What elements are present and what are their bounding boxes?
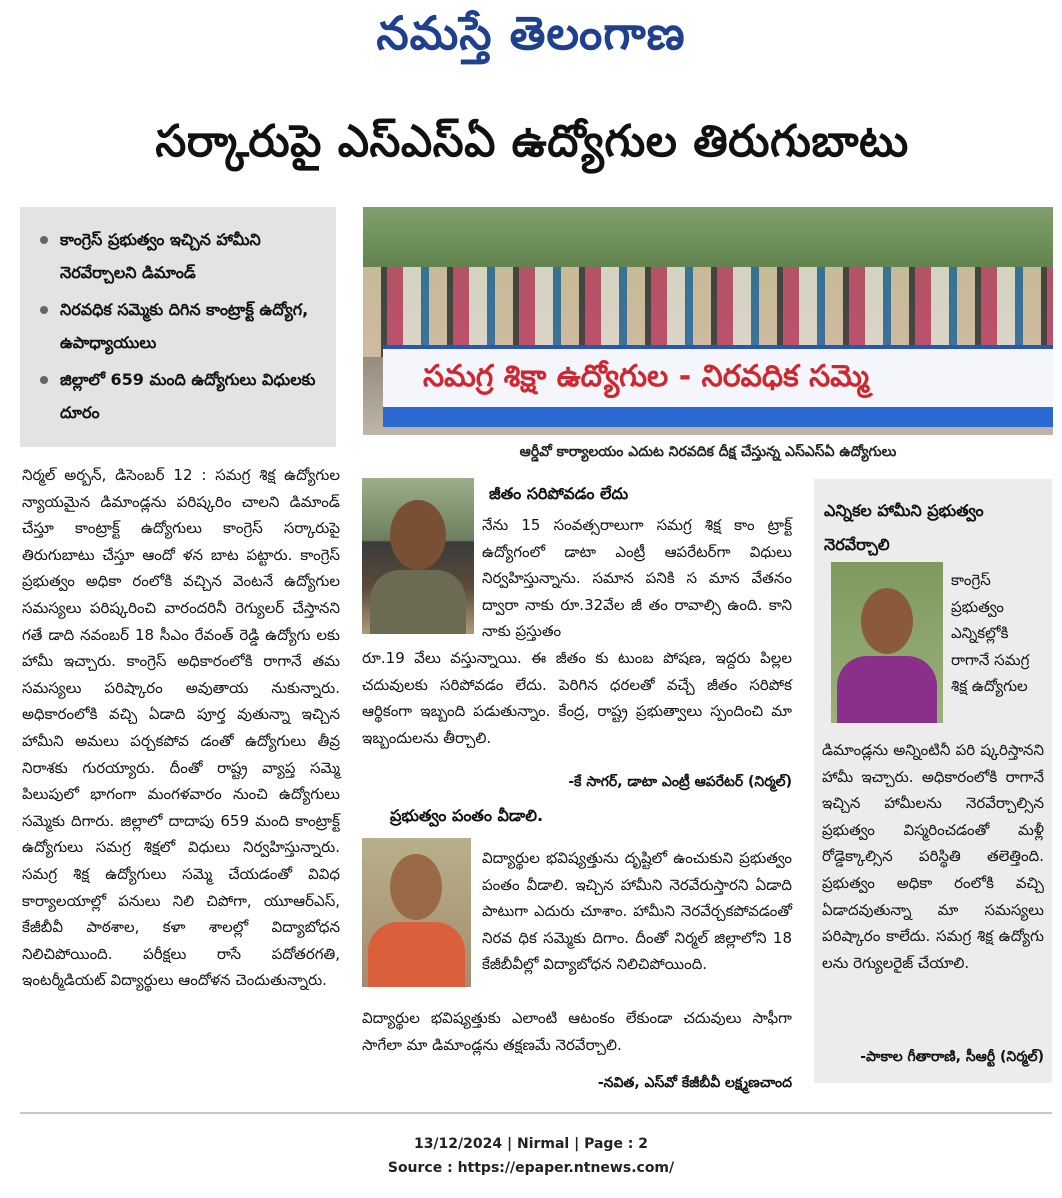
story1-body-wide: రూ.19 వేలు వస్తున్నాయి. ఈ జీతం కు టుంబ పోషణ, ఇద్దరు పిల్లల చదువులకు సరిపోవడం లేదు. పెరిగిన ధరలతో వచ్చే జీతం సరిపోక ఆర్థికంగా ఇబ్బంది పడుతున్నాం. కేంద్ర, రాష్ట్ర ప్రభుత్వాలు స్పందించి మా ఇబ్బందులను తీర్చాలి. [362, 649, 792, 747]
crowd-image [363, 267, 1053, 357]
bullet-icon [40, 376, 48, 384]
portrait-figure [368, 922, 465, 987]
sidebar-heading: ఎన్నికల హామీని ప్రభుత్వం నెరవేర్చాలి [824, 501, 984, 554]
portrait-face [390, 500, 446, 570]
protest-banner [383, 345, 1053, 427]
story2-body-wide: విద్యార్థుల భవిష్యత్తుకు ఎలాంటి ఆటంకం లేకుండా చదువులు సాఫీగా సాగేలా మా డిమాండ్లను తక్షణమే నెరవేర్చాలి. [362, 1009, 792, 1054]
portrait-figure [370, 570, 466, 634]
portrait-face [861, 588, 913, 654]
footer-divider [20, 1112, 1052, 1114]
main-article: నిర్మల్ అర్బన్, డిసెంబర్ 12 : సమగ్ర శిక్ష ఉద్యోగుల న్యాయమైన డిమాండ్లను పరిష్కరిం చాలని డిమాండ్ చేస్తూ కాంట్రాక్ట్ ఉద్యోగులు కాంగ్రెస్ సర్కారుపై తిరుగుబాటు చేస్తూ ఆందో ళన బాట పట్టారు. కాంగ్రెస్ ప్రభుత్వం అధికా రంలోకి వచ్చిన వెంటనే ఉద్యోగుల సమస్యలు పరిష్కరించి వారందరినీ రెగ్యులర్ చేస్తానని గతే డాది నవంబర్ 18 సీఎం రేవంత్ రెడ్డి ఉద్యోగు లకు హామీ ఇచ్చారు. కాంగ్రెస్ అధికారంలోకి రాగానే తమ సమస్యలు పరిష్కారం అవుతాయ నుకున్నారు. అధికారంలోకి వచ్చి ఏడాది పూర్త వుతున్నా ఇచ్చిన హామీని అమలు పర్చకపోవ డంతో ఉద్యోగులు తీవ్ర నిరాశకు గురయ్యారు. దీంతో రాష్ట్ర వ్యాప్త సమ్మె పిలుపులో భాగంగా మంగళవారం నుంచి ఉద్యోగులు సమ్మెకు దిగారు. జిల్లాలో దాదాపు 659 మంది కాంట్రాక్ట్ ఉద్యోగులు సమగ్ర శిక్షలో విధులు నిర్వహిస్తున్నారు. సమగ్ర శిక్ష ఉద్యోగులు సమ్మె చేయడంతో వివిధ కార్యాలయాల్లో పనులు నిలి చిపోగా, యూఆర్ఎస్, కేజీబీవీ పాఠశాల, కళా శాలల్లో విద్యాబోధన నిలిచిపోయింది. పరీక్షలు రాసే పదోతరగతి, ఇంటర్మీడియట్ విద్యార్థులు ఆందోళన చెందుతున్నారు. [22, 466, 340, 990]
footer-source: Source : https://epaper.ntnews.com/ [387, 1160, 675, 1176]
sidebar-signature: -పాకాల గీతారాణి, సీఆర్టీ (నిర్మల్) [860, 1049, 1044, 1065]
story1-body-narrow: నేను 15 సంవత్సరాలుగా సమగ్ర శిక్ష కాం ట్రాక్ట్ ఉద్యోగంలో డాటా ఎంట్రీ ఆపరేటర్‌గా విధులు నిర్వహిస్తున్నాను. సమాన పనికి స మాన వేతనం ద్వారా నాకు రూ.32వేల జీ తం రావాల్సి ఉంది. కాని నాకు ప్రస్తుతం [482, 516, 792, 641]
highlight-item: నిరవధిక సమ్మెకు దిగిన కాంట్రాక్ట్ ఉద్యోగ, ఉపాధ్యాయులు [32, 293, 326, 359]
masthead-title: నమస్తే తెలంగాణ [376, 6, 686, 60]
highlight-item: కాంగ్రెస్ ప్రభుత్వం ఇచ్చిన హామీని నెరవేర్చాలని డిమాండ్ [32, 223, 326, 289]
footer-date-page: 13/12/2024 | Nirmal | Page : 2 [413, 1136, 649, 1152]
banner-text: సమగ్ర శిక్షా ఉద్యోగుల - నిరవధిక సమ్మె [423, 359, 869, 394]
story2-signature: -నవిత, ఎస్‌వో కేజీబీవీ లక్ష్మణచాంద [597, 1075, 792, 1091]
story1-signature: -కే సాగర్, డాటా ఎంట్రీ ఆపరేటర్ (నిర్మల్) [568, 774, 792, 790]
bullet-icon [40, 236, 48, 244]
protest-photo [363, 207, 1053, 435]
banner-strip [383, 407, 1053, 427]
highlight-item: జిల్లాలో 659 మంది ఉద్యోగులు విధులకు దూరం [32, 363, 326, 429]
sidebar-body-wide: డిమాండ్లను అన్నింటినీ పరి ష్కరిస్తానని హామీ ఇచ్చారు. అధికారంలోకి రాగానే ఇచ్చిన హామీలను నెరవేర్చాల్సిన ప్రభుత్వం విస్మరించడంతో మళ్లీ రోడ్డెక్కాల్సిన పరిస్థితి తలెత్తింది. ప్రభుత్వం అధికా రంలోకి వచ్చి ఏడాదవుతున్నా మా సమస్యలు పరిష్కారం కాలేదు. సమగ్ర శిక్ష ఉద్యోగు లను రెగ్యులరైజ్ చేయాలి. [822, 741, 1044, 972]
masthead [0, 6, 1062, 70]
portrait-geetharani [831, 562, 943, 723]
headline: సర్కారుపై ఎస్‌ఎస్‌ఏ ఉద్యోగుల తిరుగుబాటు [155, 116, 909, 167]
story2-heading: ప్రభుత్వం పంతం వీడాలి. [390, 806, 544, 825]
photo-caption: ఆర్డీవో కార్యాలయం ఎదుట నిరవదిక దీక్ష చేస్తున్న ఎస్ఎస్ఏ ఉద్యోగులు [519, 444, 897, 460]
story1-heading: జీతం సరిపోవడం లేదు [489, 484, 629, 503]
bullet-icon [40, 306, 48, 314]
story2-body-narrow: విద్యార్థుల భవిష్యత్తును దృష్టిలో ఉంచుకుని ప్రభుత్వం పంతం వీడాలి. ఇచ్చిన హామీని నెరవేరుస్తారని ఏడాది పాటుగా ఎదురు చూశాం. హామీని నెరవేర్చకపోవడంతో నిరవ ధిక సమ్మెకు దిగాం. దీంతో నిర్మల్ జిల్లాలోని 18 కేజీబీవీల్లో విద్యాబోధన నిలిచిపోయింది. [482, 849, 792, 974]
portrait-navitha [362, 838, 471, 987]
highlights-box [20, 207, 336, 447]
portrait-face [390, 854, 442, 920]
sidebar-body-narrow: కాంగ్రెస్ ప్రభుత్వం ఎన్నికల్లోకి రాగానే సమగ్ర శిక్ష ఉద్యోగుల [951, 571, 1030, 696]
portrait-sagar [362, 478, 474, 634]
portrait-figure [837, 656, 937, 723]
